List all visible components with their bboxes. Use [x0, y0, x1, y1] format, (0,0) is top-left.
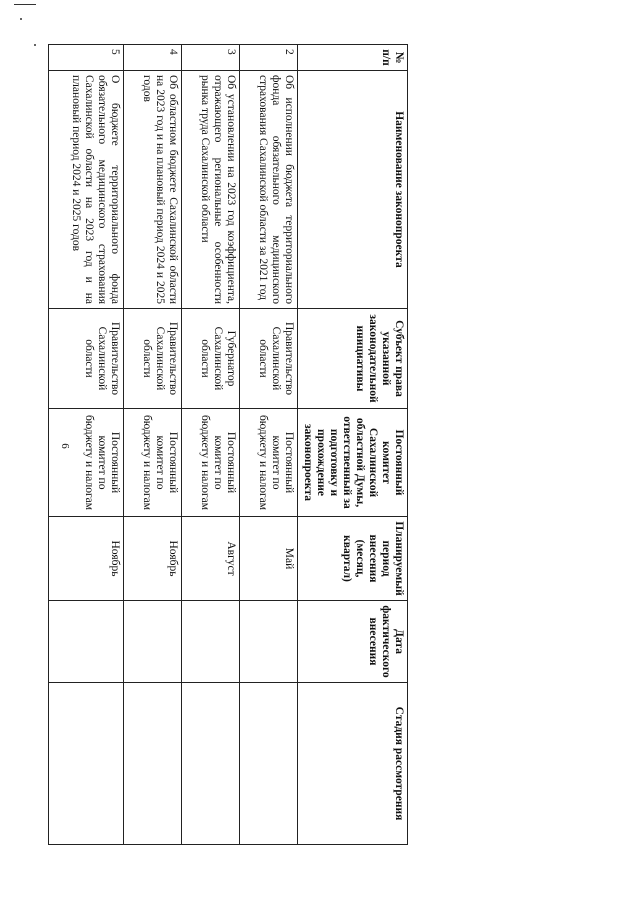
header-num: № п/п [298, 45, 408, 71]
header-committee: Постоянный комитет Сахалинской областной Думы, ответственный за подготовку и прохождение законопроекта [298, 409, 408, 517]
row-name: Об областном бюджете Сахалинской области на 2023 год и на плановый период 2024 и 2025 годов [124, 71, 182, 309]
table-header-row [298, 45, 408, 845]
header-stage: Стадия рассмотрения [298, 683, 408, 845]
row-subject: Правительство Сахалинской области [49, 309, 124, 409]
row-stage [240, 683, 298, 845]
rotated-table-wrapper [48, 44, 408, 844]
page-number: 6 [59, 443, 71, 449]
row-num: 2 [240, 45, 298, 71]
row-period: Август [182, 517, 240, 601]
row-committee: Постоянный комитет по бюджету и налогам [182, 409, 240, 517]
row-date [240, 601, 298, 683]
table-row [182, 45, 240, 845]
row-stage [182, 683, 240, 845]
header-date: Дата фактического внесения [298, 601, 408, 683]
row-subject: Правительство Сахалинской области [124, 309, 182, 409]
row-stage [49, 683, 124, 845]
row-subject: Губернатор Сахалинской области [182, 309, 240, 409]
bills-table [48, 44, 408, 845]
table-row [124, 45, 182, 845]
row-date [124, 601, 182, 683]
row-num: 5 [49, 45, 124, 71]
row-stage [124, 683, 182, 845]
row-name: Об исполнении бюджета территориального фонда обязательного медицинского страхования Сахалинской области за 2021 год [240, 71, 298, 309]
table-row [240, 45, 298, 845]
row-date [182, 601, 240, 683]
header-subject: Субъект права указанной законодательной инициативы [298, 309, 408, 409]
row-period: Ноябрь [124, 517, 182, 601]
row-num: 4 [124, 45, 182, 71]
row-date [49, 601, 124, 683]
scan-speck [34, 44, 36, 46]
row-period: Май [240, 517, 298, 601]
row-num: 3 [182, 45, 240, 71]
row-committee: Постоянный комитет по бюджету и налогам [240, 409, 298, 517]
row-subject: Правительство Сахалинской области [240, 309, 298, 409]
row-committee: Постоянный комитет по бюджету и налогам [124, 409, 182, 517]
header-period: Планируемый период внесения (месяц, квартал) [298, 517, 408, 601]
row-period: Ноябрь [49, 517, 124, 601]
row-committee: Постоянный комитет по бюджету и налогам [49, 409, 124, 517]
table-row [49, 45, 124, 845]
header-name: Наименование законопроекта [298, 71, 408, 309]
row-name: О бюджете территориального фонда обязательного медицинского страхования Сахалинской области на 2023 год и на плановый период 2024 и 2025 годов [49, 71, 124, 309]
row-name: Об установлении на 2023 год коэффициента, отражающего региональные особенности рынка труда Сахалинской области [182, 71, 240, 309]
scan-speck [14, 4, 36, 5]
scan-speck [20, 18, 22, 20]
